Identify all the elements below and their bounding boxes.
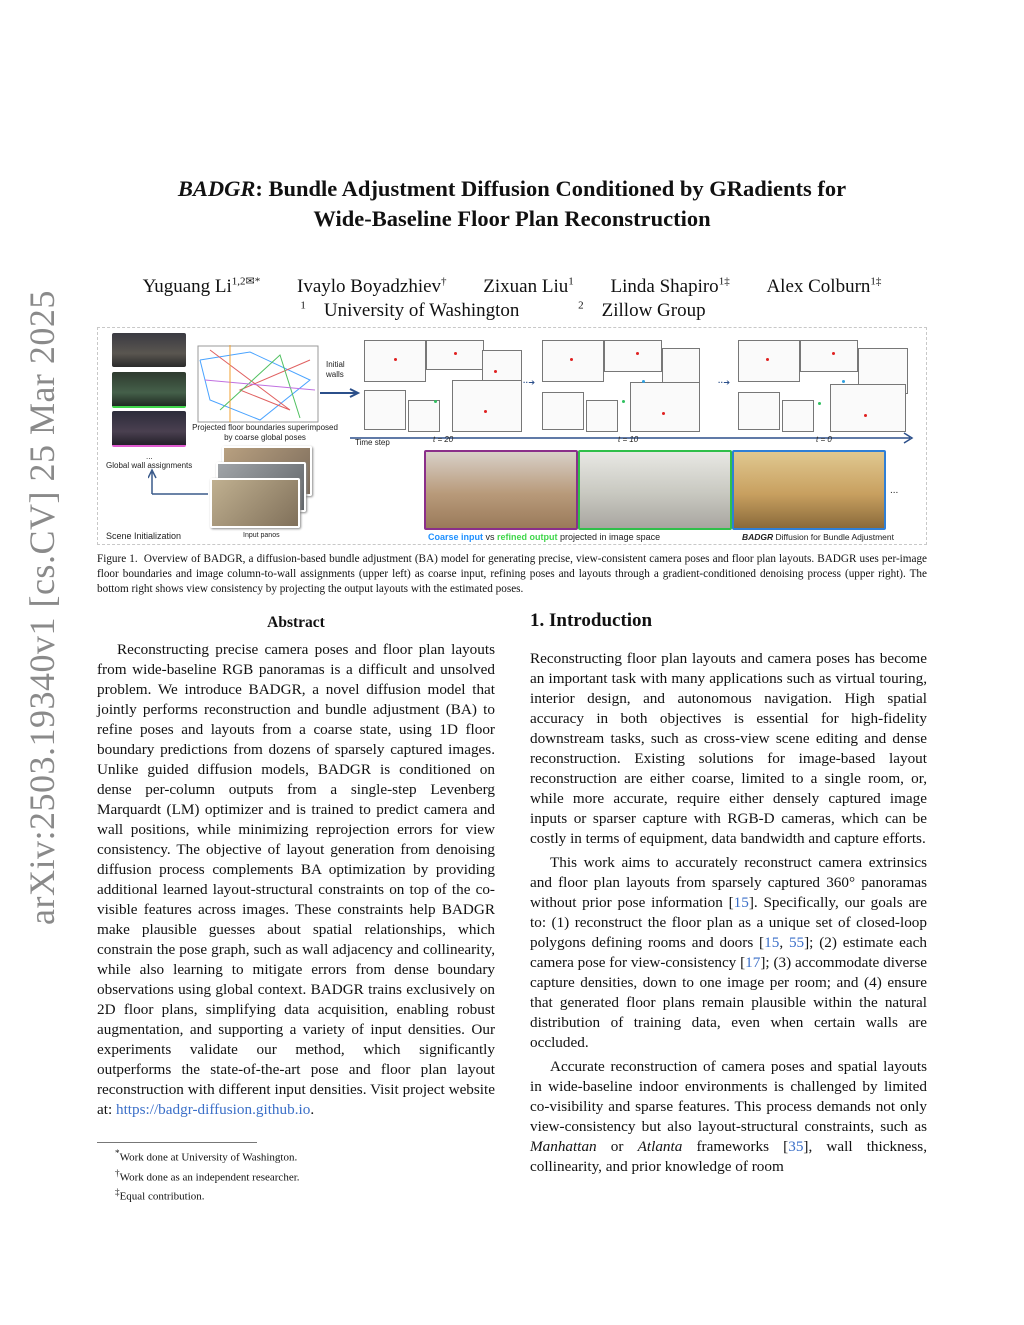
input-pano-image <box>210 478 300 528</box>
arrow-icon <box>148 468 218 498</box>
dots-arrow-icon: ··➔ <box>523 378 536 387</box>
citation-link[interactable]: 55 <box>788 934 805 951</box>
intro-paragraph: Accurate reconstruction of camera poses and spatial layouts in wide-baseline indoor environments is challenged by limited co-visibility and sparse features. This process demands not only view-consistency but also layout-structural constraints, such as Manhattan or Atlanta frameworks [35], wall thickness, collinearity, and prior knowledge of room <box>530 1058 928 1175</box>
floorplan-t0 <box>738 340 908 432</box>
affiliation: $^2$ Zillow Group <box>578 300 706 322</box>
input-pano-image <box>112 411 186 447</box>
input-pano-image <box>112 372 186 408</box>
t20-label: t = 20 <box>433 435 454 444</box>
affiliation: $^1$ University of Washington <box>300 300 520 322</box>
author: Ivaylo Boyadzhiev† <box>297 276 447 298</box>
abstract-heading: Abstract <box>267 614 325 631</box>
figure-1 <box>97 327 927 545</box>
title-method-name: BADGR <box>177 176 256 201</box>
global-wall-assignments-label: Global wall assignments <box>106 461 193 470</box>
footnotes: *Work done at University of Washington. †Work done as an independent researcher. ‡Equal contribution. <box>115 1148 300 1203</box>
floorplan-t10 <box>542 340 700 432</box>
abstract-text: Reconstructing precise camera poses and floor plan layouts from wide-baseline RGB panoramas is a difficult and unsolved problem. We introduce BADGR, a novel diffusion model that jointly performs reconstruction and bundle adjustment (BA) to refine poses and layouts from a coarse state, using 1D floor boundary predictions from dozens of sparsely captured images. Unlike guided diffusion models, BADGR is conditioned on dense per-column outputs from a single-step Levenberg Marquardt (LM) optimizer and is trained to predict camera and wall positions, while minimizing reprojection errors for view consistency. The objective of layout generation from denoising diffusion process complements BA optimization by providing additional learned layout-structural constraints on top of the co-visible features across images. These constraints help BADGR make plausible guesses about spatial relationships, which constrain the pose graph, such as wall adjacency and collinearity, while also learning to mitigate errors from dense boundary observations using global context. BADGR trains exclusively on 2D floor plans, simplifying data acquisition, enabling robust augmentation, and supporting a variety of input densities. Our experiments validate our method, which significantly outperforms the state-of-the-art pose and floor plan layout reconstruction with different input densities. Visit project website at: <box>97 641 495 1118</box>
scene-initialization-label: Scene Initialization <box>106 531 182 541</box>
initial-walls-label: Initial walls <box>326 360 345 379</box>
refined-pano-t10 <box>578 450 732 530</box>
figure-caption <box>97 552 927 597</box>
coarse-vs-refined-label: Coarse input vs refined output projected in image space <box>428 532 661 542</box>
projected-boundaries-diagram <box>190 340 330 428</box>
introduction-heading: 1. Introduction <box>530 610 653 631</box>
author: Yuguang $Li^{1,2✉*}$ <box>142 276 261 298</box>
author: Linda Shapiro$^{1\ddagger}$ <box>610 276 730 298</box>
intro-paragraph: Reconstructing floor plan layouts and camera poses has become an important task with many applications such as virtual touring, interior design, and autonomous navigation. High spatial accuracy in both objectives is essential for high-fidelity downstream tasks, such as cross-view scene editing and dense reconstruction. Existing solutions for image-based layout reconstruction are either coarse, limited to a single room, or, while more accurate, require either densely captured image inputs or sparser capture with RGB-D cameras, which can be costly in terms of equipment, data bandwidth and capture efforts. <box>530 650 927 847</box>
figure-caption-text: Overview of BADGR, a diffusion-based bundle adjustment (BA) model for generating precise, view-consistent camera poses and floor plan layouts. BADGR uses per-image floor boundaries and image column-to-wall assignments (upper left) as coarse input, refining poses and layouts through a gradient-conditioned denoising process (upper right). The bottom right shows view consistency by projecting the output layouts with the estimated poses. <box>97 553 928 595</box>
citation-link[interactable]: 17 <box>745 954 761 971</box>
citation-link[interactable]: 35 <box>788 1138 804 1155</box>
ellipsis-label: ... <box>146 452 153 461</box>
floorplan-t20 <box>364 340 522 432</box>
dots-arrow-icon: ··➔ <box>718 378 731 387</box>
footnote: Work done at University of Washington. <box>119 1151 298 1164</box>
project-website-link[interactable]: https://badgr-diffusion.github.io <box>115 1101 311 1118</box>
footnote: Equal contribution. <box>119 1190 205 1203</box>
input-pano-image <box>112 333 186 367</box>
badgr-diffusion-label: BADGR Diffusion for Bundle Adjustment <box>742 532 894 542</box>
arxiv-stamp: arXiv:2503.19340v1 [cs.CV] 25 Mar 2025 <box>22 290 62 925</box>
title-line1: : Bundle Adjustment Diffusion Conditioned by GRadients for <box>255 176 847 201</box>
input-panos-label: Input panos <box>243 532 280 539</box>
refined-pano-t0 <box>732 450 886 530</box>
paper-title <box>100 174 924 234</box>
t0-label: t = 0 <box>816 435 832 444</box>
citation-link[interactable]: 15 <box>764 934 780 951</box>
title-line2: Wide-Baseline Floor Plan Reconstruction <box>313 206 711 231</box>
projected-floor-boundaries-label: Projected floor boundaries superimposed by coarse global poses <box>192 423 338 442</box>
time-step-label: Time step <box>355 438 390 447</box>
introduction-body <box>530 649 927 1177</box>
author: Zixuan Liu$^1$ <box>483 276 574 298</box>
footnote-divider <box>97 1142 257 1143</box>
citation-link[interactable]: 15 <box>733 894 749 911</box>
ellipsis-label: ... <box>890 485 899 496</box>
refined-pano-t20 <box>424 450 578 530</box>
author: Alex Colburn$^{1\ddagger}$ <box>766 276 882 298</box>
footnote: Work done as an independent researcher. <box>119 1171 300 1184</box>
intro-paragraph: This work aims to accurately reconstruct camera extrinsics and floor plan layouts from sparsely captured 360° panoramas without prior pose information [15]. Specifically, our goals are to: (1) reconstruct the floor plan as a unique set of closed-loop polygons defining rooms and doors [15, 55]; (2) estimate each camera pose for view-consistency [17]; (3) accommodate diverse capture densities, down to one image per room; and (4) ensure that generated floor plans remain plausible within the natural distribution of training data, even when certain walls are occluded. <box>530 854 928 1051</box>
abstract-body: Reconstructing precise camera poses and floor plan layouts from wide-baseline RGB panoramas is a difficult and unsolved problem. We introduce BADGR, a novel diffusion model that jointly performs reconstruction and bundle adjustment (BA) to refine poses and layouts from a coarse state, using 1D floor boundary predictions from dozens of sparsely captured images. Unlike guided diffusion models, BADGR is conditioned on dense per-column outputs from a single-step Levenberg Marquardt (LM) optimizer and is trained to predict camera and wall positions, while minimizing reprojection errors for view consistency. The objective of layout generation from denoising diffusion process complements BA optimization by providing additional learned layout-structural constraints on top of the co-visible features across images. These constraints help BADGR make plausible guesses about spatial relationships, which constrain the pose graph, such as wall adjacency and collinearity, while also learning to mitigate errors from dense boundary observations using global context. BADGR trains exclusively on 2D floor plans, simplifying data acquisition, enabling robust augmentation, and supporting a variety of input densities. Our experiments validate our method, which significantly outperforms the state-of-the-art pose and floor plan layout reconstruction with different input densities. Visit project website at: https://badgr-diffusion.github.io. <box>97 641 495 1118</box>
affiliations <box>100 294 924 323</box>
arrow-icon <box>320 388 362 398</box>
t10-label: t = 10 <box>618 435 639 444</box>
figure-label: Figure 1. <box>97 553 138 565</box>
